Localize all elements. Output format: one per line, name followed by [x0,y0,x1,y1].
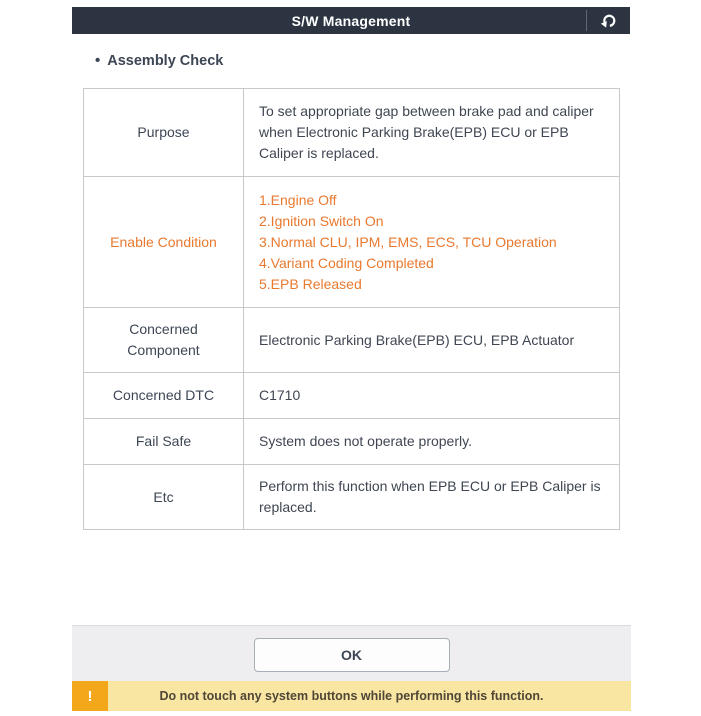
row-content [244,465,619,529]
title-bar [72,7,630,34]
content-line: 3.Normal CLU, IPM, EMS, ECS, TCU Operation [259,233,557,250]
table-row [84,464,619,529]
table-row [84,418,619,464]
row-label: Concerned DTC [84,373,244,418]
row-label: Purpose [84,89,244,176]
table-row [84,89,619,176]
warning-message: Do not touch any system buttons while performing this function. [159,689,544,703]
content-line: 2.Ignition Switch On [259,212,384,229]
row-content [244,308,619,372]
content-line: 1.Engine Off [259,191,337,208]
row-content [244,89,619,176]
row-label: Fail Safe [84,419,244,464]
page-title: S/W Management [291,12,411,29]
section-title-label: Assembly Check [107,53,224,69]
row-content [244,419,619,464]
table-row [84,372,619,418]
row-label: Concerned Component [84,308,244,372]
row-content [244,373,619,418]
content-line: Perform this function when EPB ECU or EPB Caliper is replaced. [259,478,601,515]
table-row [84,176,619,307]
content-line: System does not operate properly. [259,433,472,449]
footer-bar [72,625,631,681]
warning-bar [72,681,631,711]
row-content [244,177,619,307]
content-line: 4.Variant Coding Completed [259,254,434,271]
content-line: Electronic Parking Brake(EPB) ECU, EPB Actuator [259,331,575,348]
return-arrow-icon [599,13,619,29]
bullet-icon: • [95,52,101,69]
row-label: Enable Condition [84,177,244,307]
content-line: 5.EPB Released [259,275,362,292]
content-line: To set appropriate gap between brake pad and caliper when Electronic Parking Brake(EPB) ECU or EPB Caliper is replaced. [259,103,594,161]
back-button[interactable] [587,7,630,34]
ok-button[interactable]: OK [254,638,450,672]
assembly-check-table [83,88,620,530]
table-row [84,307,619,372]
content-line: C1710 [259,387,301,403]
row-label: Etc [84,465,244,529]
exclamation-icon: ! [72,681,108,711]
section-title [95,53,223,69]
